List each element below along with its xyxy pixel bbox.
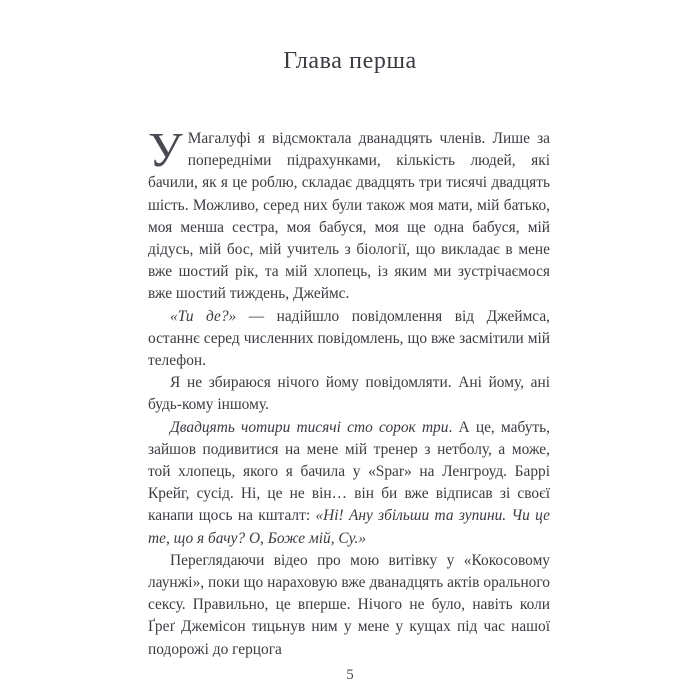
- italic-run: Двадцять чотири тисячі сто сорок три: [170, 418, 449, 436]
- text-run: Переглядаючи відео про мою витівку у «Кокосовому лаунжі», поки що нараховую вже дванадцять актів орального сексу. Правильно, це вперше. Нічого не було, навіть коли Ґреґ Джемісон тицьнув ним у мене у кущах під час нашої подорожі до герцога: [148, 551, 550, 658]
- body-text-block: [148, 122, 550, 661]
- text-run: УМагалуфі я відсмоктала дванадцять членів. Лише за попередніми підрахунками, кількість людей, які бачили, як я це роблю, складає двадцять три тисячі двадцять шість. Можливо, серед них були також моя мати, мій батько, моя менша сестра, моя бабуся, моя ще одна бабуся, мій дідусь, мій бос, мій учитель з біології, що викладає в мене вже шостий рік, та мій хлопець, із яким ми зустрічаємося вже шостий тиждень, Джеймс.: [148, 122, 550, 303]
- italic-run: «Ні! Ану збільши та зупини. Чи це те, що я бачу? О, Боже мій, Су.»: [148, 507, 550, 547]
- text-run: . А це, мабуть, зайшов подивитися на мене мій тренер з нетболу, а може, той хлопець, якого я бачила у «Spar» на Ленгроуд. Баррі Крейг, сусід. Ні, це не він… він би вже відписав зі своєї канапи щось на кшталт:: [148, 418, 550, 525]
- paragraph-p1: [148, 122, 550, 306]
- page-number: 5: [346, 667, 354, 683]
- italic-run: «Ти де?»: [170, 307, 237, 325]
- paragraph-p4: [148, 417, 550, 550]
- paragraph-p2: [148, 306, 550, 373]
- text-run: Я не збираюся нічого йому повідомляти. Ані йому, ані будь-кому іншому.: [148, 374, 550, 414]
- chapter-title: Глава перша: [283, 48, 417, 74]
- text-run: — надійшло повідомлення від Джеймса, останнє серед численних повідомлень, що вже засмітили мій телефон.: [148, 307, 550, 370]
- paragraph-p5: [148, 550, 550, 661]
- paragraph-p3: [148, 372, 550, 416]
